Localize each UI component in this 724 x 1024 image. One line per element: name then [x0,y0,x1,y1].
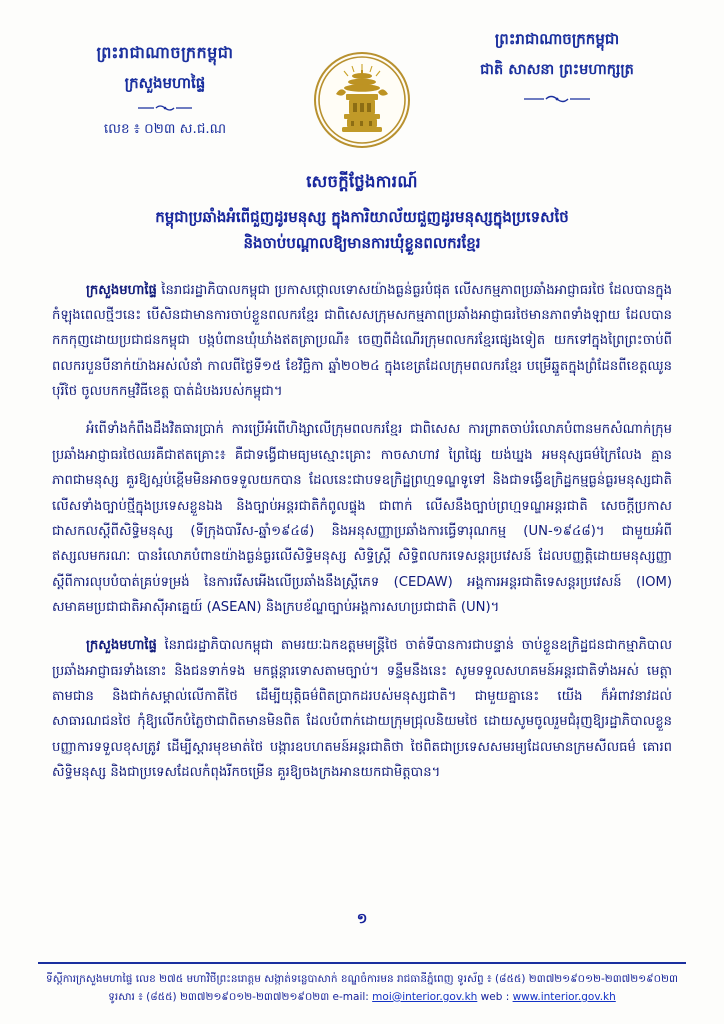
paragraph-text: នៃរាជរដ្ឋាភិបាលកម្ពុជា ប្រកាសថ្កោលទោសយ៉ាងធ្ងន់ធ្ងរបំផុត លើសកម្មភាពប្រឆាំងអាជ្ញាធរថៃ ដែលបានក្នុងកំឡុងពេលថ្មីៗនេះ បើសិនជាមានការចាប់ខ្លួនពលករខ្មែរ ជាពិសេសក្រុមសកម្មភាពប្រឆាំងអាជ្ញាធរថៃមានភាពទាំងឡាយ ដែលបានកកកុញដោយប្រជាជនកម្ពុជា បង្កបំពានឃុំឃាំងឥតត្រាប្រណី៖ ចេញពីដំណើរក្រុមពលករខ្មែរផ្សេងទៀត យកទៅក្នុងព្រៃព្រះចាប់ពីពលករបួនបីនាក់យ៉ាងអស់លំនាំ កាលពីថ្ងៃទី១៥ ខែវិច្ឆិកា ឆ្នាំ២០២៤ ក្នុងខេត្រដែលក្រុមពលករខ្មែរ បម្រើឆ្នួតក្នុងព្រំដែនពីខេត្តឈូនបុរីថៃ ចូលបកកម្មវិធីខេត្ត បាត់ដំបងរបស់កម្ពុជា។ [52,282,672,400]
paragraph [52,633,672,785]
header-right-block [432,30,682,99]
document-number: លេខ ៖ ០២៣ ស.ជ.ណ [103,121,227,137]
document-footer [0,962,724,1006]
footer-fax: ទូរសារ ៖ (៨៥៥) ២៣៧២១៩០១២-២៣៧២១៩០២៣ [108,990,330,1003]
title-subline-2: និងចាប់បណ្តាលឱ្យមានការឃុំខ្លួនពលករខ្មែរ [243,233,481,252]
document-title [0,172,724,256]
kingdom-of-cambodia: ព្រះរាជាណាចក្រកម្ពុជា [494,30,620,48]
document-body [52,278,672,786]
header-left-block [50,42,280,140]
paragraph [52,417,672,620]
paragraph-text: នៃរាជរដ្ឋាភិបាលកម្ពុជា តាមរយៈឯកឧត្តមមន្ត្រីថៃ ចាត់ទីបានការជាបន្ទាន់ ចាប់ខ្លួនឧក្រិដ្ឋជនជាកម្មាភិបាលប្រឆាំងអាជ្ញាធរទាំងនោះ និងជនទាក់ទង មកផ្តន្តារទោសតាមច្បាប់។ ទន្ទឹមនឹងនេះ សូមទទួលសហគមន៍អន្តរជាតិទាំងអស់ មេត្តាតាមជាន និងជាក់សម្គាល់លើកាតីថៃ ដើម្បីយុត្តិធម៌ពិតប្រាកដរបស់មនុស្សជាតិ។ ជាមួយគ្នានេះ យើង ក៏អំពាវនាវដល់សាធារណជនថៃ កុំឱ្យលើកបំភ្លៃថាជាពិតមានមិនពិត ដែលបំពាក់ដោយក្រុមជ្រុលនិយមថៃ ដោយសូមចូលរួមជំរុញឱ្យរដ្ឋាភិបាលខ្លួន បញ្ញាការទទួលខុសត្រូវ ដើម្បីស្តារមុខមាត់ថៃ បង្ការឧបហតមន៍អន្តរជាតិថា ថៃពិតជាប្រទេសសមរម្យដែលមានក្រមសីលធម៌ គោរពសិទ្ធិមនុស្ស និងជាប្រទេសដែលកំពុងរីកចម្រើន គួរឱ្យចងក្រងអានយកជាមិត្តបាន។ [52,638,672,780]
ornamental-divider-icon [522,89,592,99]
paragraph [52,278,672,405]
royal-throne-emblem-icon [314,52,410,148]
national-motto: ជាតិ សាសនា ព្រះមហាក្សត្រ [480,62,634,78]
page-number: ១ [356,911,368,927]
footer-web-link[interactable]: www.interior.gov.kh [512,990,616,1003]
footer-contact-line [38,989,686,1006]
document-header [0,0,724,160]
page-title: សេចក្តីថ្លែងការណ៍ [306,172,418,191]
paragraph-lead: ក្រសួងមហាផ្ទៃ [86,282,157,298]
ministry-kingdom-line: ព្រះរាជាណាចក្រកម្ពុជា [96,43,234,62]
footer-address-line: ទីស្តីការក្រសួងមហាផ្ទៃ លេខ ២៧៥ មហាវិថីព្រះនរោត្តម សង្កាត់ទន្លេបាសាក់ ខណ្ឌចំការមន រាជធានីភ្នំពេញ ទូរស័ព្ទ ៖ (៨៥៥) ២៣៧២១៩០១២-២៣៧២១៩០២៣ [46,973,678,986]
footer-email-link[interactable]: moi@interior.gov.kh [372,990,478,1003]
title-subline-1: កម្ពុជាប្រឆាំងអំពើជួញដូរមនុស្ស ក្នុងការិយាល័យជួញដូរមនុស្សក្នុងប្រទេសថៃ [155,208,569,226]
footer-email-label: e-mail: [332,990,369,1003]
ornamental-divider-icon [136,103,194,112]
footer-divider [38,962,686,964]
ministry-name: ក្រសួងមហាផ្ទៃ [124,74,206,92]
paragraph-text: អំពើទាំងកំពឹងដឹងវិតធារប្រាក់ ការប្រើអំពើហិង្សាលើក្រុមពលករខ្មែរ ជាពិសេស ការព្រាតចាប់រំលោភបំពានមកសំណាក់ក្រុមប្រឆាំងអាជ្ញាធរថៃឈរគឺជាឥតគ្រោះ៖ គឺជាទង្វើជាមធ្យមស្មោះគ្រោះ កាចសាហាវ ព្រៃផ្សៃ យង់ឃ្នង អមនុស្សធម៌ក្រៃលែង គ្មានភាពជាមនុស្ស គួរឱ្យស្អប់ខ្ពើមមិនអាចទទួលយកបាន ដែលនេះជាបទឧក្រិដ្ឋព្រហ្មទណ្ឌទូទៅ និងជាទង្វើឧក្រិដ្ឋកម្មធ្ងន់ធ្ងរមនុស្សជាតិ លើសទាំងច្បាប់ថ្មីក្នុងប្រទេសខ្លួនឯង និងច្បាប់អន្តរជាតិកំពូលផ្ទុង ជាពាក់ លើសនឹងច្បាប់ព្រហ្មទណ្ឌអន្តរជាតិ សេចក្តីប្រកាសជាសកលស្តីពីសិទ្ធិមនុស្ស (ទីក្រុងបារីស-ឆ្នាំ១៩៤៨) និងអនុសញ្ញាប្រឆាំងការធ្វើទារុណកម្ម (UN-១៩៤៨)។ ជាមួយអំពីឥស្សលមករណៈ បានរំលោភបំពានយ៉ាងធ្ងន់ធ្ងរលើសិទ្ធិមនុស្ស សិទ្ធិស្ត្រី សិទ្ធិពលករទេសន្តរប្រវេសន៍ ដែលបញ្ញត្តិដោយមនុស្សញ្ញាស្តីពីការលុបបំបាត់គ្រប់ទម្រង់ នៃការរើសអើងលើប្រឆាំងនឹងស្ត្រីភេទ (CEDAW) អង្គការអន្តរជាតិទេសន្តរប្រវេសន៍ (IOM) សមាគមប្រជាជាតិអាស៊ីអាគ្នេយ៍ (ASEAN) និងក្របខ័ណ្ឌច្បាប់អង្គការសហប្រជាជាតិ (UN)។ [52,422,672,615]
footer-web-label: web : [480,990,510,1003]
paragraph-lead: ក្រសួងមហាផ្ទៃ [86,638,157,654]
